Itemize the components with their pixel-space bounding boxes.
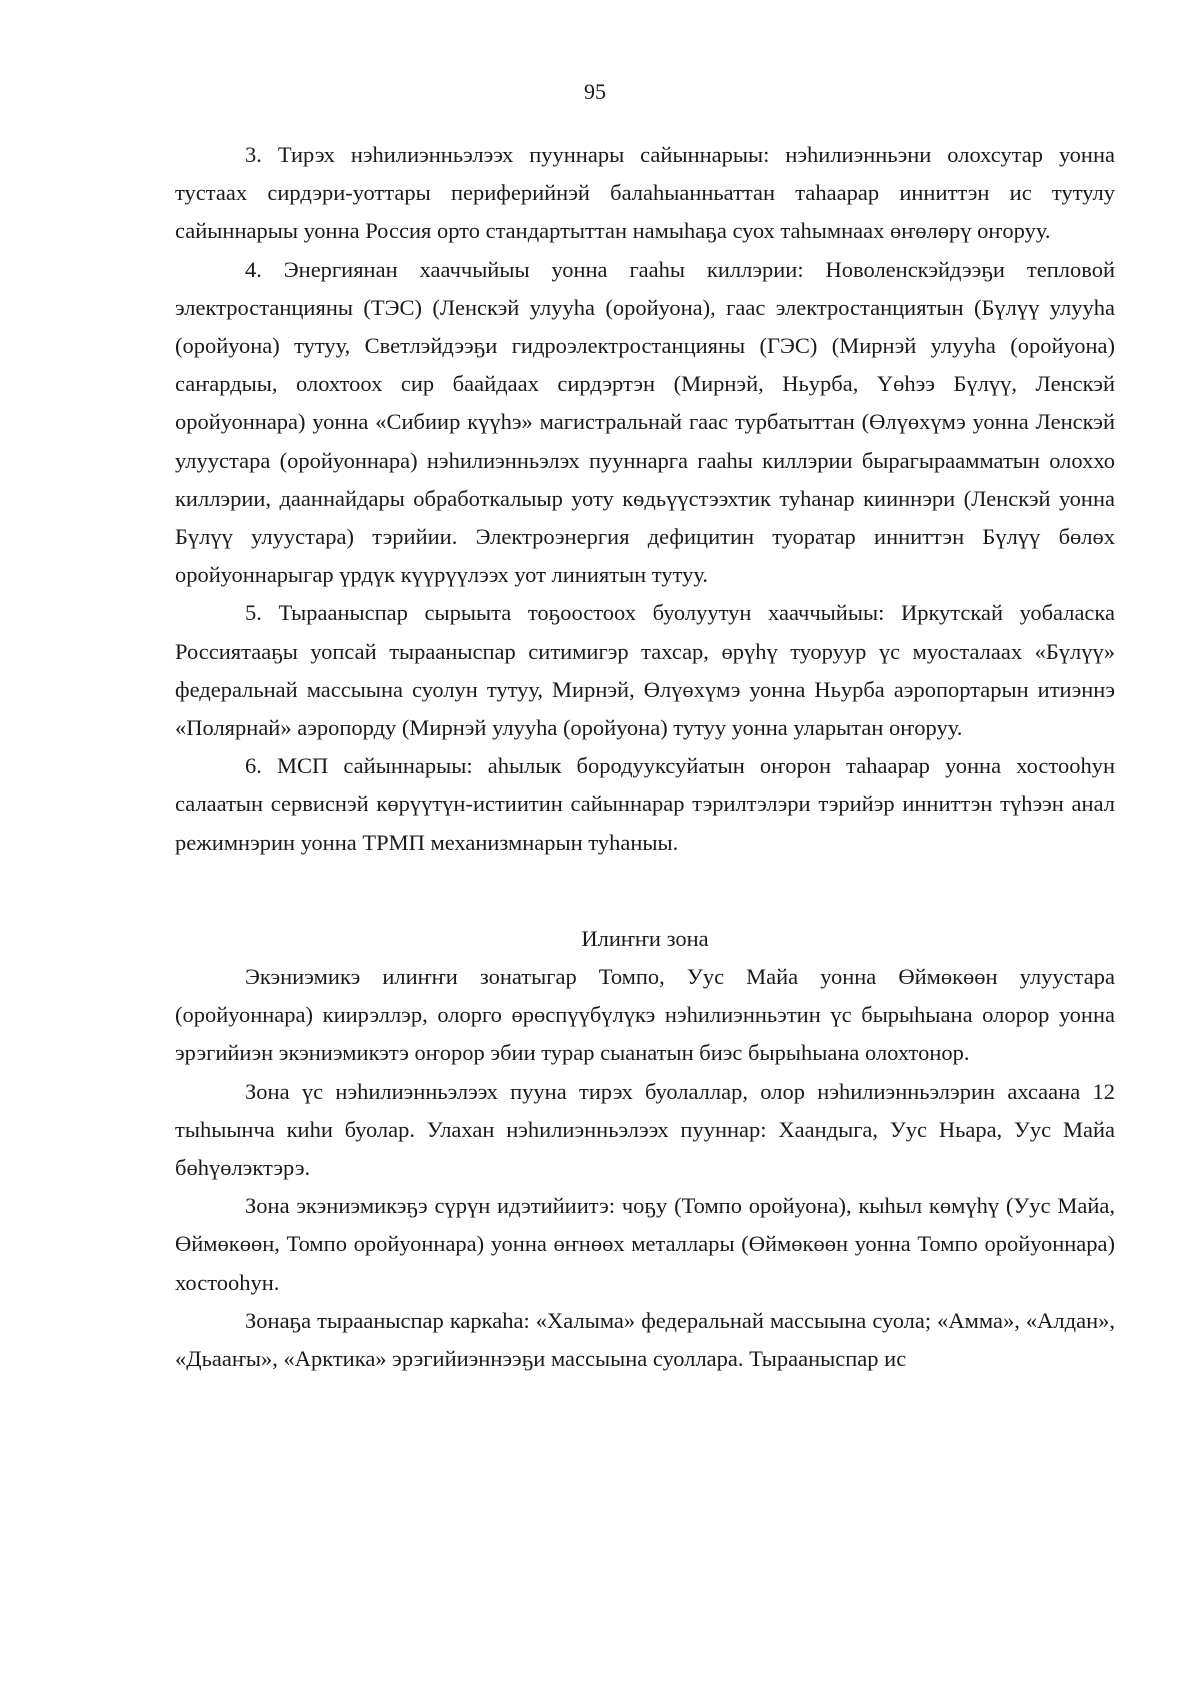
paragraph-item-3-settlements: 3. Тирэх нэһилиэнньэлээх пууннары сайыннарыы: нэһилиэнньэни олохсутар уонна тустаах сирдэри-уоттары периферийнэй балаһыанньаттан таһаарар инниттэн ис тутулу сайыннарыы уонна Россия орто стандартыттан намыһаҕа суох таһымнаах өҥөлөрү оҥоруу.	[175, 142, 1115, 244]
paragraph-item-5-transport: 5. Тырааныспар сырыыта тоҕоостоох буолуутун хааччыйыы: Иркутскай уобаласка Россиятааҕы уопсай тырааныспар ситимигэр тахсар, өрүһү туоруур үс муосталаах «Бүлүү» федеральнай массыына суолун тутуу, Мирнэй, Өлүөхүмэ уонна Ньурба аэропортарын итиэннэ «Полярнай» аэропорду (Мирнэй улууһа (оройуона) тутуу уонна уларытан оҥоруу.	[175, 600, 1115, 741]
paragraph-item-4-energy-gas: 4. Энергиянан хааччыйыы уонна гааһы киллэрии: Новоленскэйдээҕи тепловой электростанцияны (ТЭС) (Ленскэй улууһа (оройуона), гаас электростанциятын (Бүлүү улууһа (оройуона) тутуу, Светлэйдээҕи гидроэлектростанцияны (ГЭС) (Мирнэй улууһа (оройуона) саҥардыы, олохтоох сир баайдаах сирдэртэн (Мирнэй, Ньурба, Үөһээ Бүлүү, Ленскэй оройуоннара) уонна «Сибиир күүһэ» магистральнай гаас турбатыттан (Өлүөхүмэ уонна Ленскэй улуустара (оройуоннара) нэһилиэнньэлэх пууннарга гааһы киллэрии бырагыраамматын олоххо киллэрии, дааннайдары обработкалыыр уоту кѳдьүүстээхтик туһанар кииннэри (Ленскэй уонна Бүлүү улуустара) тэрийии. Электроэнергия дефицитин туоратар инниттэн Бүлүү бөлөх оройуоннарыгар үрдүк күүрүүлээх уот линиятын тутуу.	[175, 256, 1115, 588]
paragraph-eastern-zone-intro: Экэниэмикэ илиҥҥи зонатыгар Томпо, Уус Майа уонна Өймөкөөн улуустара (оройуоннара) киирэллэр, олорго өрөспүүбүлүкэ нэһилиэнньэтин үс бырыһыана олорор уонна эрэгийиэн экэниэмикэтэ оҥорор эбии турар сыанатын биэс бырыһыана олохтонор.	[175, 964, 1115, 1066]
paragraph-eastern-zone-settlements: Зона үс нэһилиэнньэлээх пууна тирэх буолаллар, олор нэһилиэнньэлэрин ахсаана 12 тыһыынча киһи буолар. Улахан нэһилиэнньэлээх пууннар: Хаандыга, Уус Ньара, Уус Майа бөһүөлэктэрэ.	[175, 1078, 1115, 1181]
body-text	[175, 136, 1115, 1378]
paragraph-eastern-zone-transport: Зонаҕа тырааныспар каркаһа: «Халыма» федеральнай массыына суола; «Амма», «Алдан», «Дьааҥы», «Арктика» эрэгийиэннээҕи массыына суоллара. Тырааныспар ис	[175, 1307, 1115, 1372]
paragraph-eastern-zone-specialization: Зона экэниэмикэҕэ сүрүн идэтийиитэ: чоҕу (Томпо оройуона), кыһыл көмүһү (Уус Майа, Өймөкөөн, Томпо оройуоннара) уонна өҥнөөх металлары (Өймөкөөн уонна Томпо оройуоннара) хостооһун.	[175, 1193, 1115, 1295]
page-number: 95	[584, 79, 606, 104]
section-heading: Илиҥҥи зона	[581, 925, 709, 951]
paragraph-item-6-sme: 6. МСП сайыннарыы: аһылык бородууксуйатын оҥорон таһаарар уонна хостооһун салаатын сервиснэй көрүүтүн-истиитин сайыннарар тэрилтэлэри тэрийэр инниттэн түһээн анал режимнэрин уонна ТРМП механизмнарын туһаныы.	[175, 753, 1115, 855]
